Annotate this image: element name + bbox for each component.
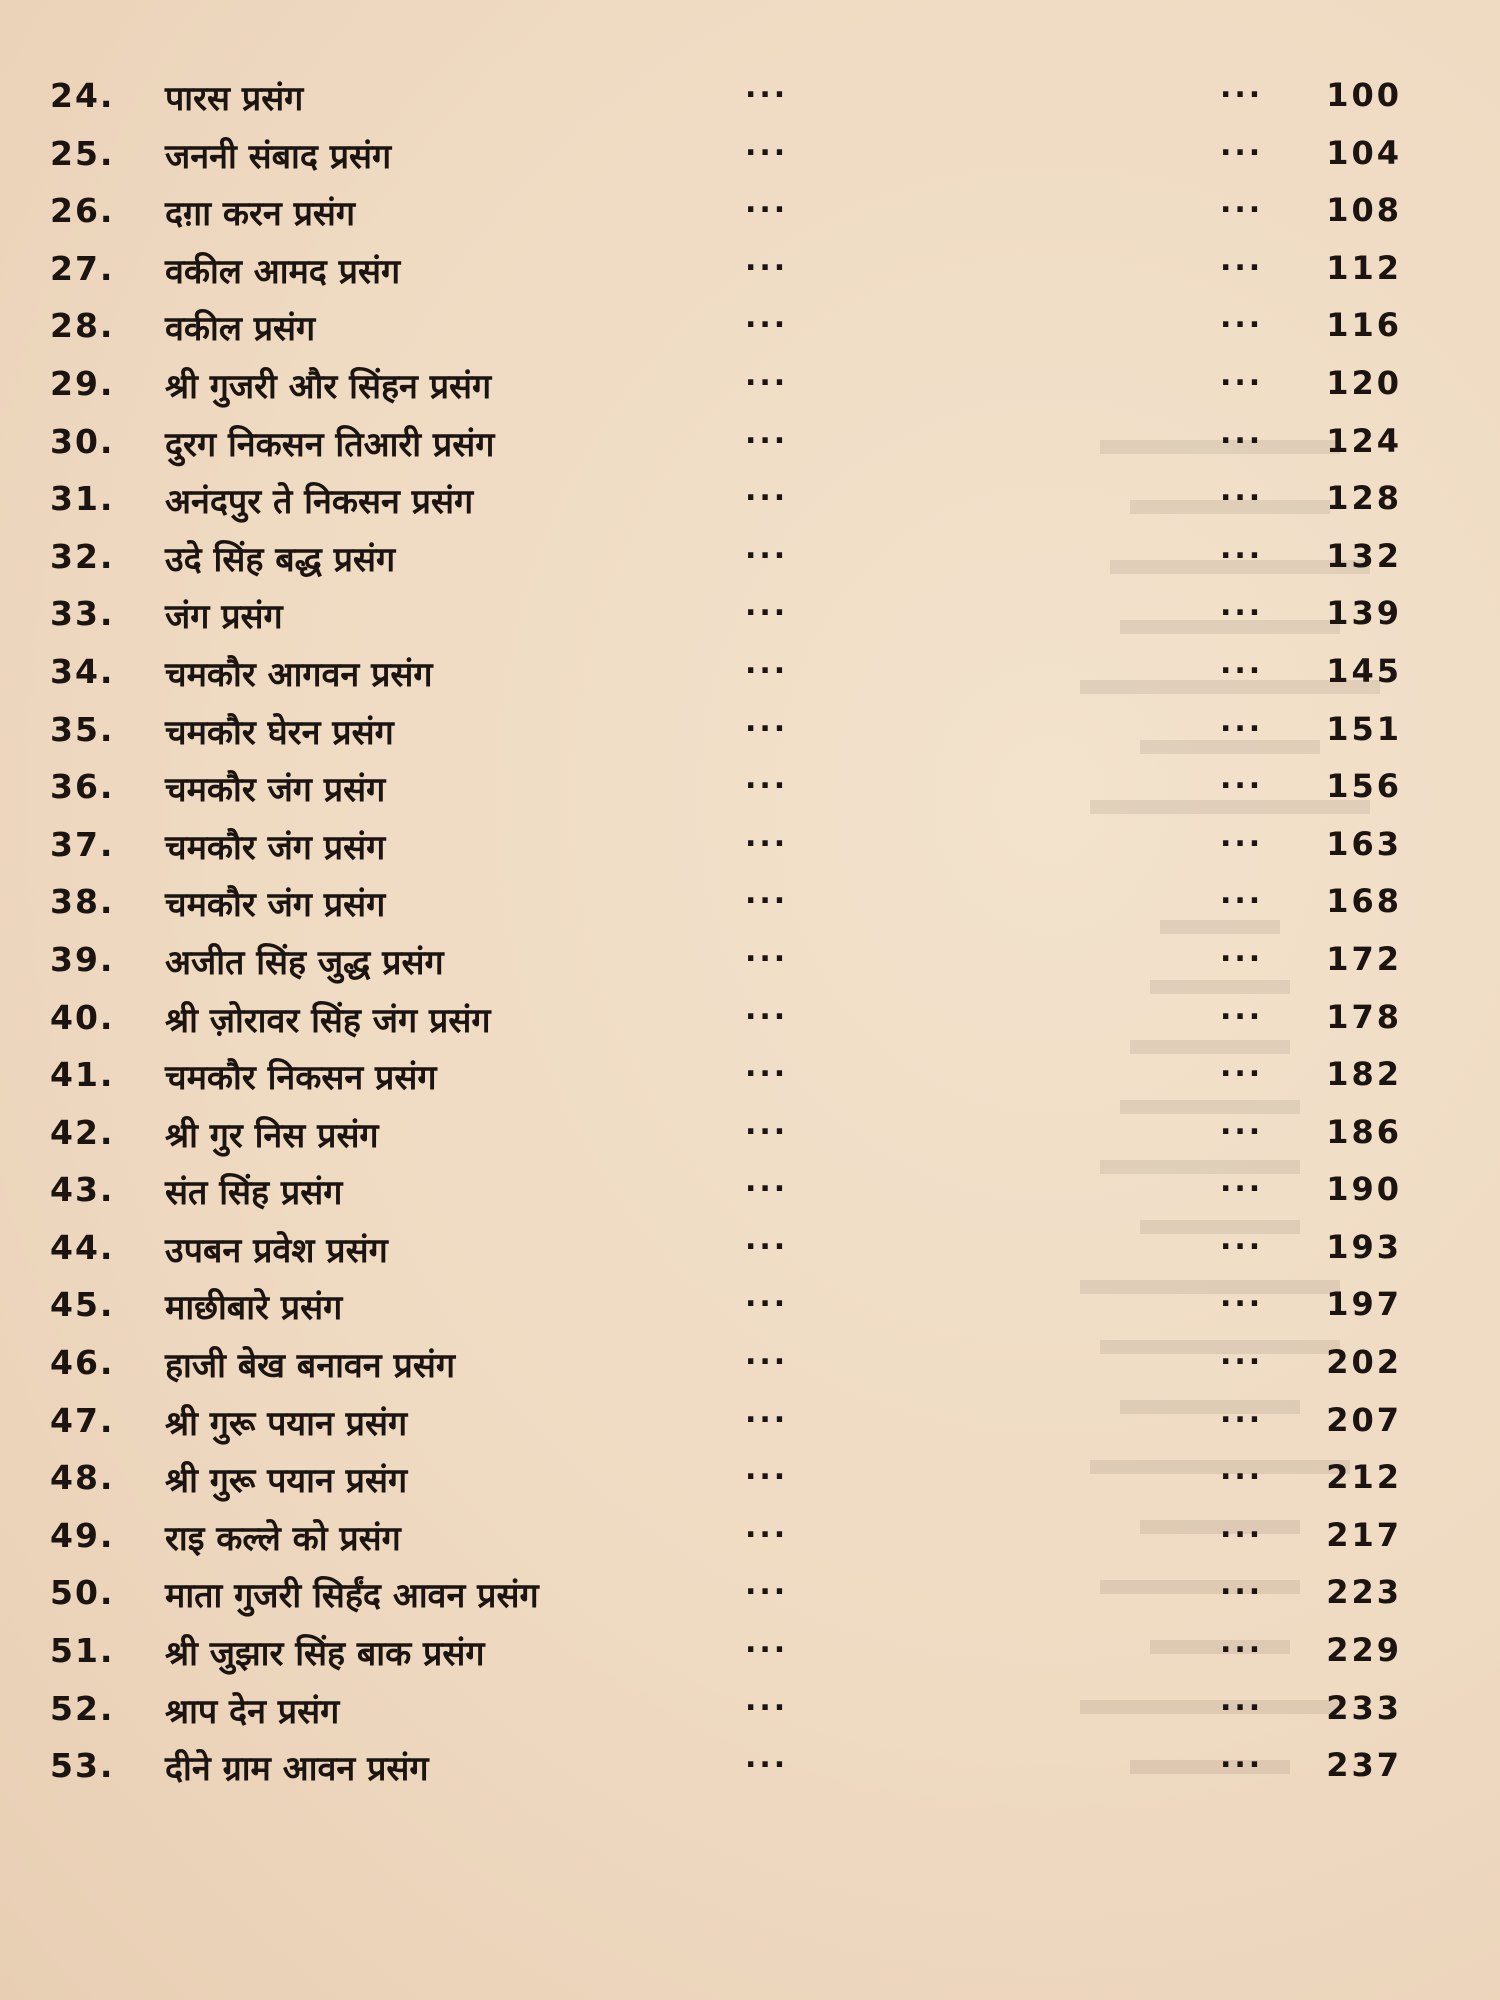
entry-title: श्राप देन प्रसंग: [165, 1691, 340, 1732]
page-number: 186: [1326, 1112, 1402, 1151]
leader-dots: ...: [1220, 818, 1264, 854]
entry-title: जननी संबाद प्रसंग: [165, 136, 392, 177]
toc-entry: [0, 1164, 1500, 1222]
entry-title: राइ कल्ले को प्रसंग: [165, 1518, 401, 1559]
toc-entry: [0, 646, 1500, 704]
entry-title: चमकौर आगवन प्रसंग: [165, 654, 433, 695]
leader-dots: ...: [1220, 1452, 1264, 1488]
entry-number: 41.: [50, 1055, 115, 1095]
page-number: 193: [1326, 1227, 1402, 1266]
entry-number: 25.: [50, 133, 115, 173]
page-number: 233: [1326, 1688, 1402, 1727]
leader-dots: ...: [745, 703, 789, 739]
leader-dots: ...: [745, 1106, 789, 1142]
toc-entry: [0, 1740, 1500, 1798]
entry-number: 26.: [50, 191, 115, 231]
page-number: 190: [1326, 1170, 1402, 1209]
leader-dots: ...: [1220, 242, 1264, 278]
page-number: 197: [1326, 1285, 1402, 1324]
entry-number: 34.: [50, 651, 115, 691]
toc-entry: [0, 761, 1500, 819]
leader-dots: ...: [1220, 1567, 1264, 1603]
entry-number: 29.: [50, 363, 115, 403]
leader-dots: ...: [745, 1567, 789, 1603]
leader-dots: ...: [745, 1394, 789, 1430]
entry-number: 33.: [50, 594, 115, 634]
entry-number: 30.: [50, 421, 115, 461]
entry-number: 45.: [50, 1285, 115, 1325]
entry-title: वकील प्रसंग: [165, 309, 316, 350]
entry-number: 32.: [50, 536, 115, 576]
toc-entry: [0, 358, 1500, 416]
entry-title: श्री ज़ोरावर सिंह जंग प्रसंग: [165, 1000, 491, 1041]
entry-number: 51.: [50, 1631, 115, 1671]
leader-dots: ...: [745, 300, 789, 336]
leader-dots: ...: [745, 473, 789, 509]
leader-dots: ...: [1220, 127, 1264, 163]
page-number: 207: [1326, 1400, 1402, 1439]
toc-entry: [0, 243, 1500, 301]
leader-dots: ...: [745, 1049, 789, 1085]
leader-dots: ...: [1220, 645, 1264, 681]
leader-dots: ...: [1220, 300, 1264, 336]
entry-title: श्री गुरू पयान प्रसंग: [165, 1461, 408, 1502]
toc-entry: [0, 1337, 1500, 1395]
leader-dots: ...: [1220, 1337, 1264, 1373]
leader-dots: ...: [745, 357, 789, 393]
leader-dots: ...: [1220, 703, 1264, 739]
entry-number: 37.: [50, 824, 115, 864]
toc-entry: [0, 992, 1500, 1050]
entry-title: श्री जुझार सिंह बाक प्रसंग: [165, 1634, 485, 1675]
toc-entry: [0, 473, 1500, 531]
entry-title: उपबन प्रवेश प्रसंग: [165, 1230, 388, 1271]
leader-dots: ...: [1220, 415, 1264, 451]
leader-dots: ...: [745, 185, 789, 221]
leader-dots: ...: [1220, 1164, 1264, 1200]
entry-number: 35.: [50, 709, 115, 749]
entry-title: श्री गुजरी और सिंहन प्रसंग: [165, 366, 492, 407]
leader-dots: ...: [745, 242, 789, 278]
leader-dots: ...: [1220, 588, 1264, 624]
leader-dots: ...: [1220, 1625, 1264, 1661]
leader-dots: ...: [1220, 991, 1264, 1027]
page-number: 151: [1326, 709, 1402, 748]
leader-dots: ...: [1220, 876, 1264, 912]
entry-number: 24.: [50, 76, 115, 115]
leader-dots: ...: [1220, 1740, 1264, 1776]
toc-entry: [0, 70, 1500, 128]
leader-dots: ...: [1220, 357, 1264, 393]
entry-title: माता गुजरी सिर्हंद आवन प्रसंग: [165, 1576, 539, 1617]
leader-dots: ...: [745, 818, 789, 854]
toc-entry: [0, 1510, 1500, 1568]
leader-dots: ...: [1220, 70, 1264, 105]
entry-title: उदे सिंह बद्ध प्रसंग: [165, 539, 396, 580]
entry-title: चमकौर जंग प्रसंग: [165, 770, 386, 811]
table-of-contents: [0, 70, 1500, 1798]
entry-title: अजीत सिंह जुद्ध प्रसंग: [165, 942, 444, 983]
entry-title: चमकौर जंग प्रसंग: [165, 885, 386, 926]
page-number: 132: [1326, 536, 1402, 575]
entry-number: 44.: [50, 1227, 115, 1267]
leader-dots: ...: [745, 761, 789, 797]
leader-dots: ...: [1220, 473, 1264, 509]
toc-entry: [0, 1452, 1500, 1510]
entry-title: दुरग निकसन तिआरी प्रसंग: [165, 424, 495, 465]
page-number: 178: [1326, 997, 1402, 1036]
entry-title: जंग प्रसंग: [165, 597, 283, 638]
entry-title: अनंदपुर ते निकसन प्रसंग: [165, 482, 474, 523]
toc-entry: [0, 1625, 1500, 1683]
leader-dots: ...: [745, 645, 789, 681]
toc-entry: [0, 1395, 1500, 1453]
toc-entry: [0, 1567, 1500, 1625]
leader-dots: ...: [745, 876, 789, 912]
leader-dots: ...: [1220, 761, 1264, 797]
leader-dots: ...: [745, 1625, 789, 1661]
page-number: 145: [1326, 651, 1402, 690]
page-number: 108: [1326, 191, 1402, 230]
entry-title: चमकौर निकसन प्रसंग: [165, 1058, 437, 1099]
toc-entry: [0, 300, 1500, 358]
page-number: 202: [1326, 1343, 1402, 1382]
leader-dots: ...: [1220, 1394, 1264, 1430]
toc-entry: [0, 704, 1500, 762]
leader-dots: ...: [745, 1682, 789, 1718]
leader-dots: ...: [1220, 1049, 1264, 1085]
leader-dots: ...: [1220, 1279, 1264, 1315]
entry-title: दीने ग्राम आवन प्रसंग: [165, 1749, 429, 1790]
leader-dots: ...: [745, 588, 789, 624]
leader-dots: ...: [745, 127, 789, 163]
entry-number: 28.: [50, 306, 115, 346]
toc-entry: [0, 416, 1500, 474]
page-number: 112: [1326, 248, 1402, 287]
page-number: 172: [1326, 939, 1402, 978]
entry-number: 38.: [50, 882, 115, 922]
leader-dots: ...: [1220, 1509, 1264, 1545]
leader-dots: ...: [1220, 1106, 1264, 1142]
entry-number: 49.: [50, 1515, 115, 1555]
leader-dots: ...: [745, 1279, 789, 1315]
entry-title: चमकौर घेरन प्रसंग: [165, 712, 394, 753]
entry-number: 31.: [50, 479, 115, 519]
page-number: 156: [1326, 767, 1402, 806]
toc-entry: [0, 934, 1500, 992]
leader-dots: ...: [745, 1164, 789, 1200]
page-number: 104: [1326, 133, 1402, 172]
leader-dots: ...: [745, 1452, 789, 1488]
entry-number: 50.: [50, 1573, 115, 1613]
page-number: 168: [1326, 882, 1402, 921]
toc-entry: [0, 819, 1500, 877]
toc-entry: [0, 1222, 1500, 1280]
entry-title: माछीबारे प्रसंग: [165, 1288, 343, 1329]
leader-dots: ...: [745, 70, 789, 105]
entry-title: दग़ा करन प्रसंग: [165, 194, 356, 235]
entry-number: 53.: [50, 1746, 115, 1786]
leader-dots: ...: [745, 1221, 789, 1257]
entry-title: हाजी बेख बनावन प्रसंग: [165, 1346, 455, 1387]
leader-dots: ...: [1220, 1682, 1264, 1718]
leader-dots: ...: [1220, 1221, 1264, 1257]
leader-dots: ...: [745, 1740, 789, 1776]
entry-number: 40.: [50, 997, 115, 1037]
entry-number: 47.: [50, 1400, 115, 1440]
entry-number: 42.: [50, 1112, 115, 1152]
page-number: 100: [1326, 76, 1402, 114]
toc-entry: [0, 1279, 1500, 1337]
leader-dots: ...: [1220, 185, 1264, 221]
entry-title: संत सिंह प्रसंग: [165, 1173, 343, 1214]
leader-dots: ...: [745, 1509, 789, 1545]
entry-title: चमकौर जंग प्रसंग: [165, 827, 386, 868]
page-number: 237: [1326, 1746, 1402, 1785]
entry-title: पारस प्रसंग: [165, 79, 304, 119]
entry-title: वकील आमद प्रसंग: [165, 251, 401, 292]
leader-dots: ...: [745, 1337, 789, 1373]
leader-dots: ...: [745, 415, 789, 451]
page-number: 128: [1326, 479, 1402, 518]
leader-dots: ...: [745, 933, 789, 969]
toc-entry: [0, 876, 1500, 934]
page-number: 182: [1326, 1055, 1402, 1094]
leader-dots: ...: [1220, 933, 1264, 969]
entry-number: 48.: [50, 1458, 115, 1498]
toc-entry: [0, 531, 1500, 589]
entry-title: श्री गुर निस प्रसंग: [165, 1115, 379, 1156]
toc-entry: [0, 1049, 1500, 1107]
toc-entry: [0, 588, 1500, 646]
page-number: 223: [1326, 1573, 1402, 1612]
page-number: 163: [1326, 824, 1402, 863]
page-number: 229: [1326, 1631, 1402, 1670]
page-number: 217: [1326, 1515, 1402, 1554]
page-number: 139: [1326, 594, 1402, 633]
entry-number: 46.: [50, 1343, 115, 1383]
page-number: 120: [1326, 363, 1402, 402]
page-number: 116: [1326, 306, 1402, 345]
entry-number: 39.: [50, 939, 115, 979]
toc-entry: [0, 128, 1500, 186]
leader-dots: ...: [745, 530, 789, 566]
entry-number: 36.: [50, 767, 115, 807]
entry-number: 27.: [50, 248, 115, 288]
entry-number: 52.: [50, 1688, 115, 1728]
page-number: 124: [1326, 421, 1402, 460]
entry-title: श्री गुरू पयान प्रसंग: [165, 1403, 408, 1444]
leader-dots: ...: [1220, 530, 1264, 566]
page-number: 212: [1326, 1458, 1402, 1497]
entry-number: 43.: [50, 1170, 115, 1210]
toc-entry: [0, 185, 1500, 243]
toc-entry: [0, 1107, 1500, 1165]
leader-dots: ...: [745, 991, 789, 1027]
toc-entry: [0, 1683, 1500, 1741]
